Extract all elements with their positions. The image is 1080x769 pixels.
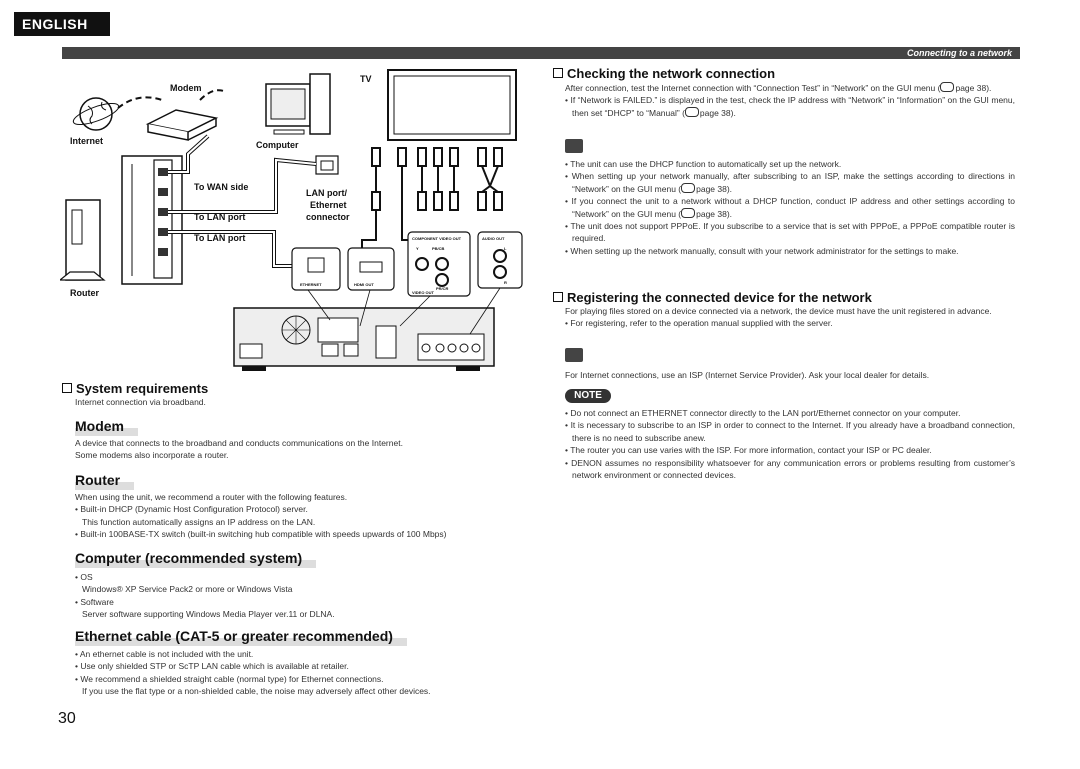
note-badge: NOTE: [565, 389, 611, 403]
network-connection-diagram: [60, 64, 530, 380]
router-label: Router: [70, 288, 99, 298]
l-label: L: [504, 246, 507, 251]
system-requirements-title: System requirements: [62, 381, 208, 396]
page-reference-icon: [685, 107, 699, 117]
checking-network-title: Checking the network connection: [553, 66, 775, 81]
to-wan-label: To WAN side: [194, 182, 249, 192]
pb-label: PB/CB: [432, 246, 445, 251]
computer-label: Computer: [256, 140, 299, 150]
page-number: 30: [58, 710, 76, 727]
computer-device: [266, 74, 330, 134]
page-reference-icon: [681, 208, 695, 218]
registering-title: Registering the connected device for the network: [553, 290, 872, 305]
r-label: R: [504, 280, 507, 285]
checkbox-icon: [62, 383, 72, 393]
hdmi-out-label: HDMI OUT: [354, 282, 374, 287]
checking-network-text: After connection, test the Internet connection with “Connection Test” in “Network” on the GUI menu ( page 38). • If “Network is FAILED.” is displayed in the test, check the IP address with “Network” in “Information” on the GUI menu, then set “DHCP” to “Manual” ( page 38).: [565, 82, 1015, 119]
section-header-label: Connecting to a network: [906, 48, 1012, 58]
pr-label: PR/CR: [436, 286, 449, 291]
section-header-bar: [62, 47, 1020, 59]
audio-out-label: AUDIO OUT: [482, 236, 505, 241]
tv-device: [388, 70, 516, 140]
to-lan-label-2: To LAN port: [194, 233, 246, 243]
network-notes: • The unit can use the DHCP function to automatically set up the network. • When setting up your network manually, after subscribing to an ISP, make the settings according to directions in “Network” on the GUI menu ( page 38). • If you connect the unit to a network without a DHCP function, conduct IP address and other settings according to “Network” on the GUI menu ( page 38). • The unit does not support PPPoE. If you subscribe to a service that is set with PPPoE, a PPPoE compatible router is required. • When setting up the network manually, consult with your network administrator for the settings to make.: [565, 158, 1015, 257]
pencil-icon: [565, 348, 583, 362]
router-device: [60, 156, 182, 284]
lan-port-label: LAN port/: [306, 188, 347, 198]
tv-label: TV: [360, 74, 372, 84]
ethernet-label: Ethernet: [310, 200, 347, 210]
video-out-label: VIDEO OUT: [412, 290, 435, 295]
internet-label: Internet: [70, 136, 104, 146]
player-rear-panel: [234, 308, 494, 371]
connector-label: connector: [306, 212, 350, 222]
y-label: Y: [416, 246, 419, 251]
router-title: Router: [75, 472, 134, 490]
to-lan-label-1: To LAN port: [194, 212, 246, 222]
page-reference-icon: [940, 82, 954, 92]
pencil-icon: [565, 139, 583, 153]
ethernet-cable-text: • An ethernet cable is not included with the unit. • Use only shielded STP or ScTP LAN cable which is available at retailer. • We recommend a shielded straight cable (normal type) for Ethernet connections. If you use the flat type or a non-shielded cable, the noise may adversely affect other devices.: [75, 648, 525, 698]
computer-title: Computer (recommended system): [75, 550, 316, 568]
language-tab: ENGLISH: [14, 12, 110, 36]
checkbox-icon: [553, 292, 563, 302]
registering-text: For playing files stored on a device connected via a network, the device must have the unit registered in advance. • For registering, refer to the operation manual supplied with the server.: [565, 305, 1015, 330]
isp-text: For Internet connections, use an ISP (Internet Service Provider). Ask your local dealer for details.: [565, 370, 930, 380]
globe-icon: [71, 98, 121, 130]
system-requirements-text: Internet connection via broadband.: [75, 397, 206, 407]
modem-text: A device that connects to the broadband and conducts communications on the Internet. Some modems also incorporate a router.: [75, 438, 403, 461]
checkbox-icon: [553, 68, 563, 78]
note-list: • Do not connect an ETHERNET connector directly to the LAN port/Ethernet connector on your computer. • It is necessary to subscribe to an ISP in order to connect to the Internet. If you already have a broadband connection, there is no need to subscribe anew. • The router you can use varies with the ISP. For more information, contact your ISP or PC dealer. • DENON assumes no responsibility whatsoever for any communication errors or problems resulting from customer’s network environment or connected devices.: [565, 407, 1015, 481]
component-video-out-label: COMPONENT VIDEO OUT: [412, 236, 462, 241]
ethernet-jack-label: ETHERNET: [300, 282, 322, 287]
modem-label: Modem: [170, 83, 202, 93]
computer-text: • OS Windows® XP Service Pack2 or more or Windows Vista • Software Server software supporting Windows Media Player ver.11 or DLNA.: [75, 571, 525, 621]
ethernet-cable-title: Ethernet cable (CAT-5 or greater recommended): [75, 628, 407, 646]
page-reference-icon: [681, 183, 695, 193]
modem-title: Modem: [75, 418, 138, 436]
router-text: When using the unit, we recommend a router with the following features. • Built-in DHCP (Dynamic Host Configuration Protocol) server. This function automatically assigns an IP address on the LAN. • Built-in 100BASE-TX switch (built-in switching hub compatible with speeds upwards of 100 Mbps): [75, 491, 525, 541]
